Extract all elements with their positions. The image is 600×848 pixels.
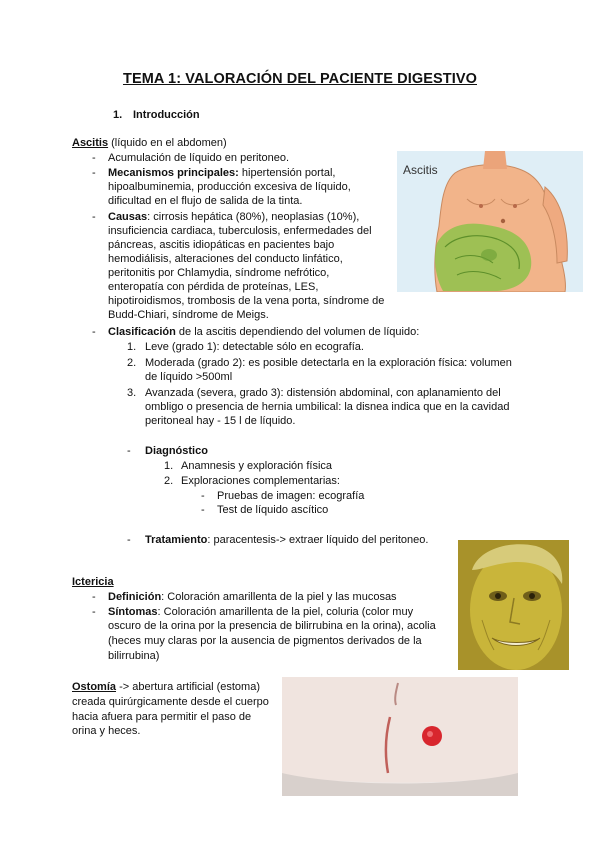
definicion-label: Definición bbox=[108, 591, 162, 603]
clasificacion-avanzada-cont: ombligo o presencia de hernia umbilical: la disnea indica que en la cavidad bbox=[145, 401, 510, 413]
bullet-dash: - bbox=[92, 326, 96, 338]
bullet-dash: - bbox=[92, 152, 96, 164]
mecanismos-text: hipertensión portal, bbox=[238, 167, 336, 179]
clasificacion-label: Clasificación bbox=[108, 326, 176, 338]
causas-line: páncreas, ascitis idiopáticas en pacientes bajo bbox=[108, 239, 335, 251]
definicion-text: : Coloración amarillenta de la piel y las mucosas bbox=[161, 591, 397, 603]
sintomas-line: oscuro de la orina por la presencia de bilirrubina en la orina), acolia bbox=[108, 620, 436, 632]
list-number: 2. bbox=[164, 475, 174, 487]
ostomia-text: -> abertura artificial (estoma) bbox=[116, 681, 260, 693]
bullet-dash: - bbox=[92, 167, 96, 179]
bullet-dash: - bbox=[127, 445, 131, 457]
ostomia-heading: Ostomía bbox=[72, 681, 117, 693]
ictericia-heading-text: Ictericia bbox=[72, 576, 114, 588]
diagnostico-test-liquido: Test de líquido ascítico bbox=[217, 504, 329, 516]
ascitis-illustration bbox=[397, 151, 583, 292]
clasificacion-leve: Leve (grado 1): detectable sólo en ecografía. bbox=[145, 341, 364, 353]
diagnostico-label: Diagnóstico bbox=[145, 445, 208, 457]
causas-label: Causas bbox=[108, 211, 148, 223]
ictericia-face-photo bbox=[458, 540, 569, 670]
clasificacion-moderada: Moderada (grado 2): es posible detectarla en la exploración física: volumen bbox=[145, 357, 512, 369]
causas-line: enteropatía con pérdida de proteínas, LES, bbox=[108, 281, 319, 293]
list-number: 3. bbox=[127, 387, 137, 399]
section-number: 1. bbox=[113, 109, 123, 121]
clasificacion-avanzada-cont: peritoneal hay - 15 l de líquido. bbox=[145, 415, 296, 427]
causas-line: hipotiroidismos, trombosis de la vena porta, síndrome de bbox=[108, 295, 385, 307]
ictericia-heading bbox=[72, 575, 114, 590]
ascitis-bullet-causas bbox=[108, 210, 359, 225]
diagnostico-ecografia: Pruebas de imagen: ecografía bbox=[217, 490, 365, 502]
ostomia-line: hacia afuera para permitir el paso de bbox=[72, 711, 252, 723]
bullet-dash: - bbox=[201, 504, 205, 516]
ascitis-heading: Ascitis bbox=[72, 137, 109, 149]
ascitis-bullet-clasificacion bbox=[108, 325, 419, 340]
clasificacion-text: de la ascitis dependiendo del volumen de líquido: bbox=[175, 326, 420, 338]
clasificacion-avanzada: Avanzada (severa, grado 3): distensión abdominal, con aplanamiento del bbox=[145, 387, 501, 399]
ostomia-line: orina y heces. bbox=[72, 725, 141, 737]
ascitis-heading-note: (líquido en el abdomen) bbox=[108, 137, 227, 149]
section-title: Introducción bbox=[133, 109, 200, 121]
bullet-dash: - bbox=[92, 591, 96, 603]
bullet-dash: - bbox=[92, 606, 96, 618]
causas-line: peritonitis por Chlamydia, síndrome nefrótico, bbox=[108, 267, 330, 279]
bullet-dash: - bbox=[127, 534, 131, 546]
bullet-dash: - bbox=[201, 490, 205, 502]
tratamiento-line bbox=[145, 533, 428, 548]
ascitis-heading-line bbox=[72, 136, 227, 151]
ostomia-heading-line bbox=[72, 680, 260, 695]
ostomia-line: creada quirúrgicamente desde el cuerpo bbox=[72, 696, 269, 708]
jaundice-face-drawing bbox=[458, 540, 569, 670]
list-number: 1. bbox=[164, 460, 174, 472]
list-number: 2. bbox=[127, 357, 137, 369]
ascitis-bullet-mecanismos bbox=[108, 166, 335, 181]
page-title: TEMA 1: VALORACIÓN DEL PACIENTE DIGESTIVO bbox=[122, 71, 477, 87]
bullet-dash: - bbox=[92, 211, 96, 223]
tratamiento-label: Tratamiento bbox=[145, 534, 208, 546]
tratamiento-text: : paracentesis-> extraer líquido del peritoneo. bbox=[207, 534, 429, 546]
causas-line: hemodiálisis, alteraciones del conducto linfático, bbox=[108, 253, 343, 265]
sintomas-line: bilirrubina) bbox=[108, 650, 160, 662]
sintomas-text: : Coloración amarillenta de la piel, coluria (color muy bbox=[157, 606, 414, 618]
diagnostico-anamnesis: Anamnesis y exploración física bbox=[181, 460, 333, 472]
causas-line: Budd-Chiari, síndrome de Meigs. bbox=[108, 309, 269, 321]
section-heading-introduccion bbox=[113, 108, 200, 123]
stoma-abdomen-drawing bbox=[282, 677, 518, 796]
causas-text: : cirrosis hepática (80%), neoplasias (10%), bbox=[147, 211, 360, 223]
sintomas-label: Síntomas bbox=[108, 606, 158, 618]
ictericia-sintomas bbox=[108, 605, 413, 620]
ascitis-image-label: Ascitis bbox=[403, 163, 438, 177]
mecanismos-line-2: hipoalbuminemia, producción excesiva de líquido, bbox=[108, 181, 351, 193]
mecanismos-label: Mecanismos principales: bbox=[108, 167, 239, 179]
sintomas-line: (heces muy claras por la ausencia de pigmentos derivados de la bbox=[108, 635, 422, 647]
mecanismos-line-3: dificultad en el flujo de salida de la tinta. bbox=[108, 195, 303, 207]
diagnostico-heading bbox=[145, 444, 208, 459]
causas-line: insuficiencia cardiaca, tuberculosis, enfermedades del bbox=[108, 225, 372, 237]
diagnostico-exploraciones: Exploraciones complementarias: bbox=[181, 475, 340, 487]
ascitis-bullet-acumulacion: Acumulación de líquido en peritoneo. bbox=[108, 152, 290, 164]
ictericia-definicion bbox=[108, 590, 397, 605]
list-number: 1. bbox=[127, 341, 137, 353]
ostomia-photo bbox=[282, 677, 518, 796]
clasificacion-moderada-cont: de líquido >500ml bbox=[145, 371, 233, 383]
